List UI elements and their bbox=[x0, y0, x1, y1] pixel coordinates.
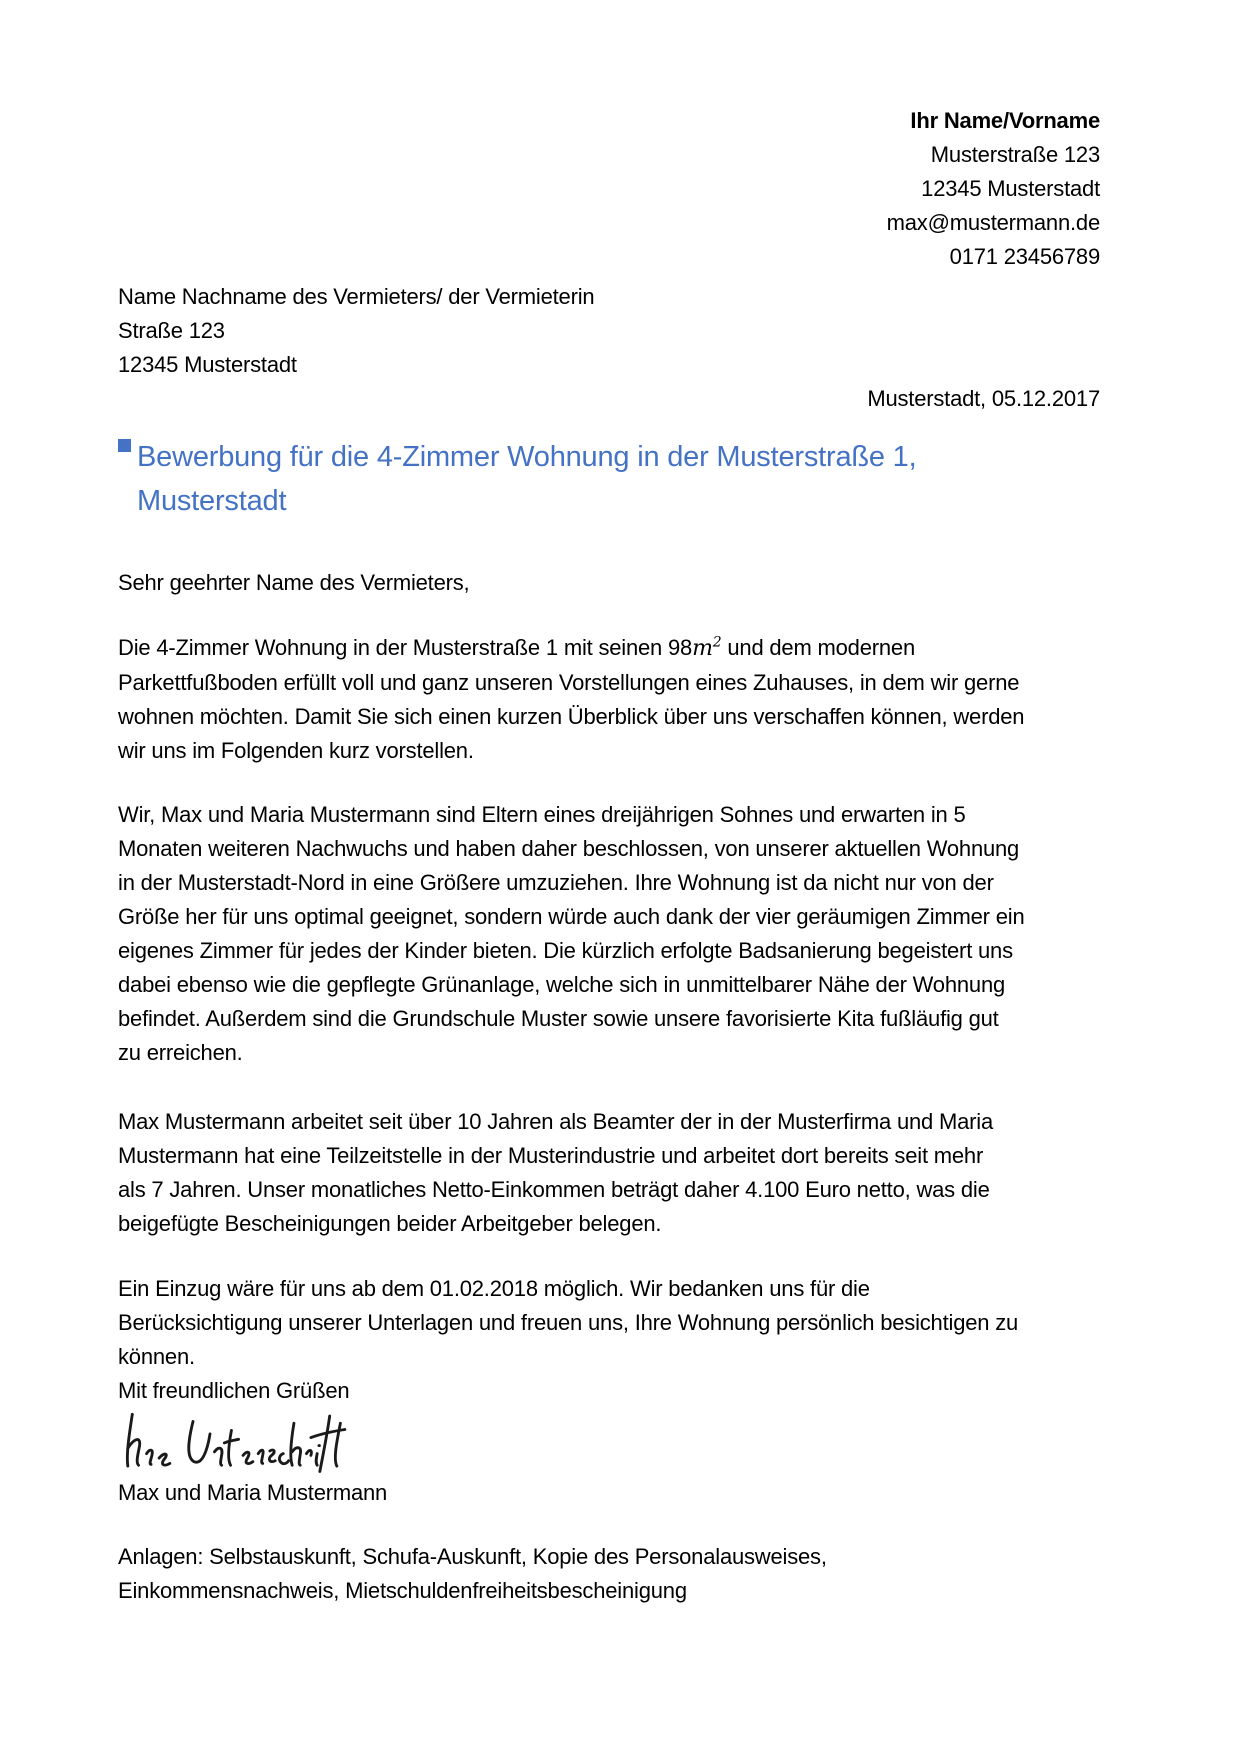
recipient-name: Name Nachname des Vermieters/ der Vermieterin bbox=[118, 284, 595, 309]
square-meter-formula: m bbox=[692, 636, 713, 661]
subject-heading bbox=[118, 435, 1100, 523]
body-line bbox=[118, 631, 1100, 666]
attachments-line-1: Anlagen: Selbstauskunft, Schufa-Auskunft, Kopie des Personalausweises, bbox=[118, 1544, 827, 1569]
body-line: befindet. Außerdem sind die Grundschule Muster sowie unsere favorisierte Kita fußläufig gut bbox=[118, 1006, 999, 1031]
sender-phone: 0171 23456789 bbox=[949, 244, 1100, 269]
subject-bullet-square-icon bbox=[118, 439, 131, 452]
body-line: Max Mustermann arbeitet seit über 10 Jahren als Beamter der in der Musterfirma und Maria bbox=[118, 1109, 994, 1134]
attachments-line-2: Einkommensnachweis, Mietschuldenfreiheitsbescheinigung bbox=[118, 1578, 687, 1603]
sender-name: Ihr Name/Vorname bbox=[910, 108, 1100, 133]
body-text: und dem modernen bbox=[721, 635, 915, 660]
salutation: Sehr geehrter Name des Vermieters, bbox=[118, 570, 470, 595]
body-line: Berücksichtigung unserer Unterlagen und freuen uns, Ihre Wohnung persönlich besichtigen zu bbox=[118, 1310, 1019, 1335]
body-line: eigenes Zimmer für jedes der Kinder bieten. Die kürzlich erfolgte Badsanierung begeistert uns bbox=[118, 938, 1013, 963]
subject-line-2: Musterstadt bbox=[137, 485, 287, 517]
paragraph-closing bbox=[118, 1272, 1100, 1408]
body-line: Ein Einzug wäre für uns ab dem 01.02.2018 möglich. Wir bedanken uns für die bbox=[118, 1276, 870, 1301]
body-text: Die 4-Zimmer Wohnung in der Musterstraße 1 mit seinen 98 bbox=[118, 635, 693, 660]
signature-image bbox=[118, 1408, 352, 1476]
body-line: Größe her für uns optimal geeignet, sondern würde auch dank der vier geräumigen Zimmer ein bbox=[118, 904, 1025, 929]
paragraph-income bbox=[118, 1105, 1100, 1241]
body-line: Wir, Max und Maria Mustermann sind Eltern eines dreijährigen Sohnes und erwarten in 5 bbox=[118, 802, 966, 827]
body-line: wohnen möchten. Damit Sie sich einen kurzen Überblick über uns verschaffen können, werden bbox=[118, 704, 1025, 729]
sender-address-block bbox=[118, 0, 1100, 274]
body-line: dabei ebenso wie die gepflegte Grünanlage, welche sich in unmittelbarer Nähe der Wohnung bbox=[118, 972, 1006, 997]
subject-line-1: Bewerbung für die 4-Zimmer Wohnung in der Musterstraße 1, bbox=[137, 441, 917, 473]
square-meter-exponent: 2 bbox=[712, 634, 722, 651]
letter-content bbox=[118, 0, 1100, 1608]
sender-street: Musterstraße 123 bbox=[930, 142, 1100, 167]
body-line: beigefügte Bescheinigungen beider Arbeitgeber belegen. bbox=[118, 1211, 662, 1236]
body-line: Monaten weiteren Nachwuchs und haben daher beschlossen, von unserer aktuellen Wohnung bbox=[118, 836, 1020, 861]
sender-email: max@mustermann.de bbox=[886, 210, 1100, 235]
sender-city: 12345 Musterstadt bbox=[921, 176, 1100, 201]
paragraph-apartment-intro bbox=[118, 631, 1100, 768]
recipient-address-block bbox=[118, 280, 1100, 382]
body-line: können. bbox=[118, 1344, 195, 1369]
recipient-street: Straße 123 bbox=[118, 318, 225, 343]
paragraph-family bbox=[118, 798, 1100, 1070]
body-line: zu erreichen. bbox=[118, 1040, 243, 1065]
body-line: als 7 Jahren. Unser monatliches Netto-Einkommen beträgt daher 4.100 Euro netto, was die bbox=[118, 1177, 990, 1202]
date-line: Musterstadt, 05.12.2017 bbox=[867, 386, 1100, 411]
closing-greeting: Mit freundlichen Grüßen bbox=[118, 1378, 350, 1403]
body-line: wir uns im Folgenden kurz vorstellen. bbox=[118, 738, 474, 763]
attachments-block bbox=[118, 1540, 1100, 1608]
body-line: Mustermann hat eine Teilzeitstelle in der Musterindustrie und arbeitet dort bereits seit mehr bbox=[118, 1143, 984, 1168]
recipient-city: 12345 Musterstadt bbox=[118, 352, 297, 377]
signature-name: Max und Maria Mustermann bbox=[118, 1480, 388, 1505]
body-line: Parkettfußboden erfüllt voll und ganz unseren Vorstellungen eines Zuhauses, in dem wir gerne bbox=[118, 670, 1020, 695]
body-line: in der Musterstadt-Nord in eine Größere umzuziehen. Ihre Wohnung ist da nicht nur von der bbox=[118, 870, 994, 895]
